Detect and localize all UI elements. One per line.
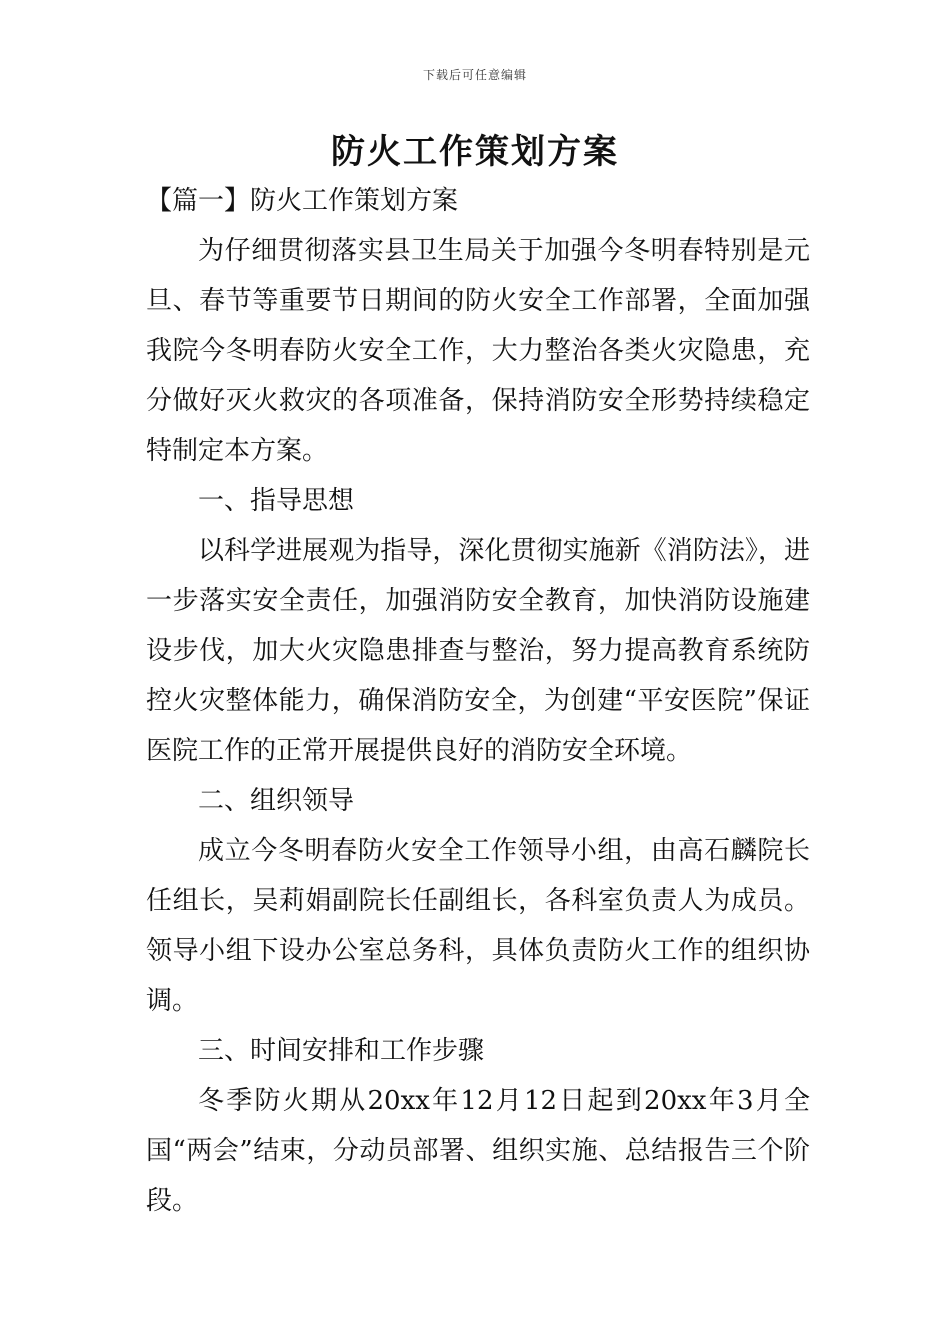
heading-guiding-ideology: 一、指导思想 bbox=[198, 486, 355, 516]
heading-schedule-steps: 三、时间安排和工作步骤 bbox=[198, 1036, 485, 1066]
heading-organization-leadership: 二、组织领导 bbox=[198, 786, 355, 816]
header-note: 下载后可任意编辑 bbox=[422, 68, 527, 82]
paragraph-schedule-steps: 冬季防火期从20xx年12月12日起到20xx年3月全国“两会”结束，分动员部署、组织实施、总结报告三个阶段。 bbox=[146, 1086, 810, 1216]
document-body bbox=[146, 176, 810, 1226]
paragraph-organization-leadership: 成立今冬明春防火安全工作领导小组，由高石麟院长任组长，吴莉娟副院长任副组长，各科室负责人为成员。领导小组下设办公室总务科，具体负责防火工作的组织协调。 bbox=[146, 836, 810, 1016]
paragraph-guiding-ideology: 以科学进展观为指导，深化贯彻实施新《消防法》，进一步落实安全责任，加强消防安全教育，加快消防设施建设步伐，加大火灾隐患排查与整治，努力提高教育系统防控火灾整体能力，确保消防安全，为创建“平安医院”保证医院工作的正常开展提供良好的消防安全环境。 bbox=[146, 536, 810, 766]
intro-paragraph: 为仔细贯彻落实县卫生局关于加强今冬明春特别是元旦、春节等重要节日期间的防火安全工作部署，全面加强我院今冬明春防火安全工作，大力整治各类火灾隐患，充分做好灭火救灾的各项准备，保持消防安全形势持续稳定特制定本方案。 bbox=[146, 236, 810, 466]
section-label: 【篇一】防火工作策划方案 bbox=[146, 186, 459, 216]
document-title: 防火工作策划方案 bbox=[331, 132, 619, 172]
